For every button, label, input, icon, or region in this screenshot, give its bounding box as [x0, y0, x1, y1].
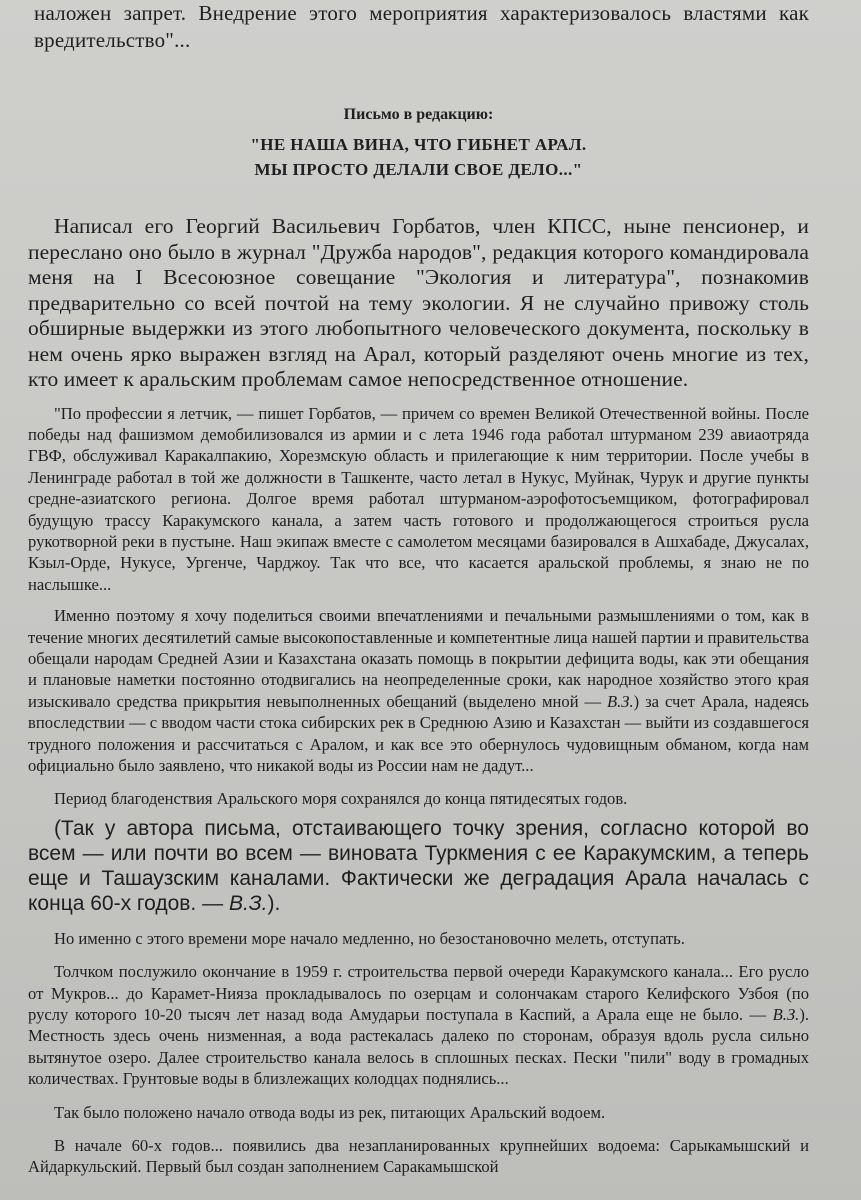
top-paragraph-fragment: наложен запрет. Внедрение этого мероприятия характеризовалось властями как вредительство"...	[34, 1, 809, 52]
letter-paragraph-4: Но именно с этого времени море начало медленно, но безостановочно мелеть, отступать.	[54, 928, 685, 948]
letter-header	[28, 104, 809, 182]
author-initials: В.З.	[607, 691, 634, 711]
author-commentary	[28, 816, 809, 916]
letter-title	[28, 132, 809, 182]
letter-paragraph-7: В начале 60-х годов... появились два незапланированных крупнейших водоема: Сарыкамышский и Айдаркульский. Первый был создан заполнением Саракамышской	[28, 1136, 809, 1177]
author-commentary-part-a: (Так у автора письма, отстаивающего точку зрения, согласно которой во всем — или почти во всем — виновата Туркмения с ее Каракумским, а теперь еще и Ташаузским каналами. Фактически же деградация Арала началась с конца 60-х годов. —	[28, 816, 809, 915]
letter-paragraph-2-part-a: Именно поэтому я хочу поделиться своими впечатлениями и печальными размышлениями о том, как в течение многих десятилетий самые высокопоставленные и компетентные лица нашей партии и правительства обещали народам Средней Азии и Казахстана оказать помощь в покрытии дефицита воды, как эти обещания и плановые наметки постоянно отодвигались на неопределенные сроки, как народное хозяйство этого края изыскивало средства прикрытия невыполненных обещаний (выделено мной —	[28, 606, 809, 711]
letter-paragraph-3: Период благоденствия Аральского моря сохранялся до конца пятидесятых годов.	[54, 789, 628, 809]
intro-paragraph: Написал его Георгий Васильевич Горбатов, член КПСС, ныне пенсионер, и переслано оно было в журнал "Дружба народов", редакция которого командировала меня на I Всесоюзное совещание "Экология и литература", познакомив предварительно со всей почтой на тему экологии. Я не случайно привожу столь обширные выдержки из этого любопытного человеческого документа, поскольку в нем очень ярко выражен взгляд на Арал, который разделяют очень многие из тех, кто имеет к аральским проблемам самое непосредственное отношение.	[28, 214, 809, 391]
letter-paragraph-2-part-b: ) за счет Арала, надеясь впоследствии — с вводом части стока сибирских рек в Среднюю Азию и Казахстан — выйти из создавшегося трудного положения и рассчитаться с Аралом, и как все это обернулось чудовищным обманом, когда нам официально было заявлено, что никакой воды из России нам не дадут...	[28, 691, 809, 775]
letter-title-line-1: "НЕ НАША ВИНА, ЧТО ГИБНЕТ АРАЛ.	[250, 135, 587, 154]
letter-paragraph-6: Так было положено начало отвода воды из рек, питающих Аральский водоем.	[54, 1102, 606, 1122]
letter-title-line-2: МЫ ПРОСТО ДЕЛАЛИ СВОЕ ДЕЛО..."	[254, 160, 583, 179]
author-initials: В.З.	[228, 891, 268, 915]
letter-paragraph-5-part-b: ). Местность здесь очень низменная, а вода растекалась далеко по сторонам, образуя вдоль русла сильно вытянутое озеро. Далее строительство канала велось в сплошных песках. Пески "пили" воду в громадных количествах. Грунтовые воды в близлежащих колодцах поднялись...	[28, 1005, 809, 1089]
letter-paragraph-1: "По профессии я летчик, — пишет Горбатов, — причем со времен Великой Отечественной войны. После победы над фашизмом демобилизовался из армии и с лета 1946 года работал штурманом 239 авиаотряда ГВФ, обслуживал Каракалпакию, Хорезмскую область и прилегающие к ним территории. После учебы в Ленинграде работал в той же должности в Ташкенте, часто летал в Нукус, Муйнак, Чурук и другие пункты средне-азиатского региона. Долгое время работал штурманом-аэрофотосъемщиком, фотографировал будущую трассу Каракумского канала, а затем часть готового и продолжающегося строиться русла рукотворной реки в пустыне. Наш экипаж вместе с самолетом месяцами базировался в Ашхабаде, Джусалах, Кзыл-Орде, Нукусе, Ургенче, Чарджоу. Так что все, что касается аральской проблемы, я знаю не по наслышке...	[28, 403, 809, 594]
letter-kicker: Письмо в редакцию:	[343, 106, 494, 123]
letter-paragraph-5-part-a: Толчком послужило окончание в 1959 г. строительства первой очереди Каракумского канала... Его русло от Мукров... до Карамет-Нияза прокладывалось по озерцам и солончакам старого Келифского Узбоя (по руслу которого 10-20 тысяч лет назад вода Амударьи поступала в Каспий, а Арала еще не было. —	[28, 962, 809, 1025]
author-initials: В.З.	[772, 1005, 800, 1025]
letter-paragraph-5	[28, 961, 809, 1089]
author-commentary-part-b: ).	[267, 891, 281, 915]
letter-paragraph-2	[28, 605, 809, 776]
